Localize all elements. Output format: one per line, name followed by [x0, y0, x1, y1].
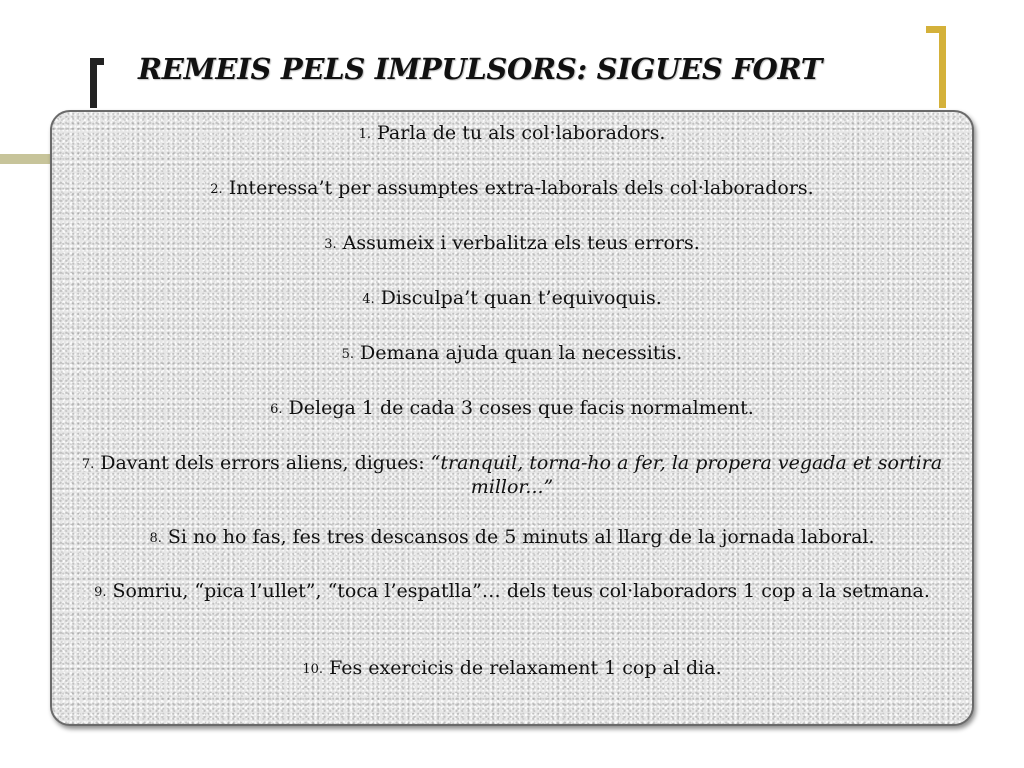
item-text: Disculpa’t quan t’equivoquis.: [380, 287, 662, 309]
item-text: Si no ho fas, fes tres descansos de 5 minuts al llarg de la jornada laboral.: [167, 526, 875, 548]
item-number: 8.: [149, 531, 162, 546]
item-number: 5.: [341, 347, 355, 362]
item-text: Demana ajuda quan la necessitis.: [360, 342, 683, 364]
item-quote: “tranquil, torna-ho a fer, la propera vegada et sortira millor...”: [430, 452, 943, 498]
list-item: [72, 232, 952, 256]
item-number: 7.: [81, 457, 95, 472]
item-number: 4.: [362, 292, 375, 307]
right-bracket-decoration: [926, 26, 946, 108]
item-number: 1.: [358, 127, 371, 142]
item-text: Davant dels errors aliens, digues:: [100, 452, 431, 474]
list-item: [72, 397, 952, 421]
list-item: [72, 580, 952, 604]
left-bracket-decoration: [90, 58, 104, 108]
item-text: Interessa’t per assumptes extra-laborals dels col·laboradors.: [228, 177, 814, 199]
slide-title: REMEIS PELS IMPULSORS: SIGUES FORT: [138, 52, 823, 86]
item-number: 6.: [270, 402, 283, 417]
list-item: [72, 526, 952, 550]
list-item: [72, 657, 952, 681]
list-item: [72, 287, 952, 311]
list-item: [72, 342, 952, 366]
item-number: 10.: [302, 662, 324, 677]
list-item: [72, 452, 952, 499]
item-text: Somriu, “pica l’ullet”, “toca l’espatlla”… dels teus col·laboradors 1 cop a la setmana.: [112, 580, 930, 602]
item-text: Parla de tu als col·laboradors.: [376, 122, 666, 144]
item-number: 2.: [210, 182, 223, 197]
item-text: Fes exercicis de relaxament 1 cop al dia.: [329, 657, 722, 679]
olive-accent-bar: [0, 154, 52, 164]
item-number: 9.: [94, 585, 107, 600]
item-number: 3.: [324, 237, 337, 252]
list-item: [72, 177, 952, 201]
list-item: [72, 122, 952, 146]
item-text: Assumeix i verbalitza els teus errors.: [342, 232, 700, 254]
content-panel: [50, 110, 974, 726]
item-text: Delega 1 de cada 3 coses que facis normalment.: [288, 397, 754, 419]
